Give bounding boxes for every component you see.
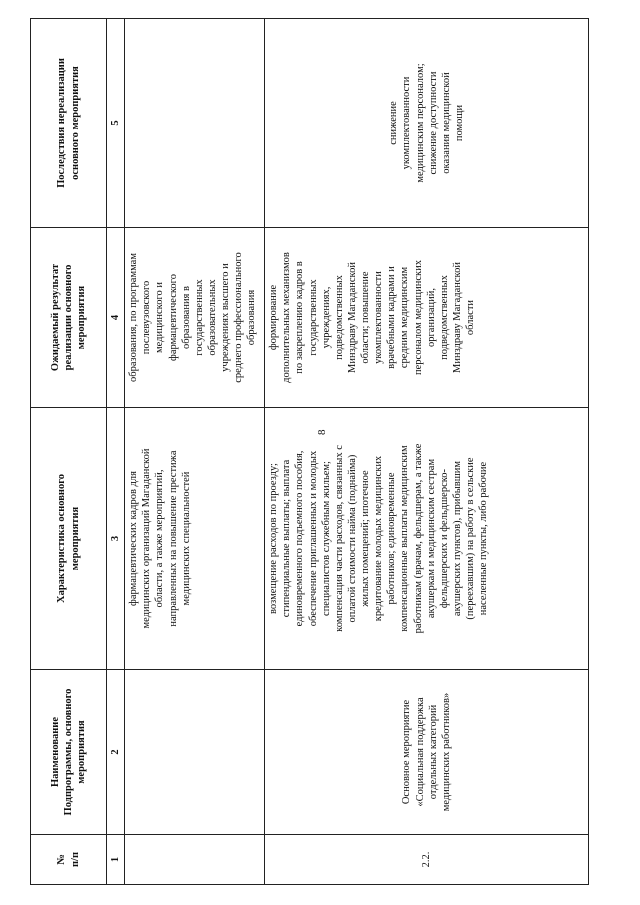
- column-number: 5: [107, 19, 125, 228]
- row-number: 2.2.: [265, 835, 589, 885]
- table-row: [265, 19, 589, 885]
- header-number: № п/п: [31, 835, 107, 885]
- header-result: Ожидаемый результат реализации основного мероприятия: [31, 228, 107, 408]
- row-name: [125, 670, 265, 835]
- header-characteristic: Характеристика основного мероприятия: [31, 408, 107, 670]
- row-consequence: снижение укомплектованности медицинским персоналом; снижение доступности оказания медицинской помощи: [265, 19, 589, 228]
- row-characteristic: возмещение расходов по проезду; стипендиальные выплаты; выплата единовременного подъемного пособия, обеспечение приглашенных и молодых специалистов служебным жильем; компенсация части расходов, связанных с оплатой стоимости найма (поднайма) жилых помещений; ипотечное кредитование молодых медицинских работников; единовременные компенсационные выплаты медицинским работникам (врачам, фельдшерам, а также акушеркам и медицинским сестрам фельдшерских и фельдшерско- акушерских пунктов), прибывшим (переехавшим) на работу в сельские населенные пункты, либо рабочие: [265, 408, 589, 670]
- row-characteristic: фармацевтических кадров для медицинских организаций Магаданской области, а также мероприятий, направленных на повышение престижа медицинских специальностей: [125, 408, 265, 670]
- table-row: [125, 19, 265, 885]
- column-number: 1: [107, 835, 125, 885]
- header-consequence: Последствия нереализации основного мероприятия: [31, 19, 107, 228]
- row-name: Основное мероприятие «Социальная поддержка отдельных категорий медицинских работников»: [265, 670, 589, 835]
- column-number: 3: [107, 408, 125, 670]
- header-name: Наименование Подпрограммы, основного мероприятия: [31, 670, 107, 835]
- row-number: [125, 835, 265, 885]
- row-result: формирование дополнительных механизмов по закреплению кадров в государственных учреждениях, подведомственных Минздраву Магаданской области; повышение укомплектованности врачебными кадрами и средним медицинским персоналом медицинских организаций, подведомственных Минздраву Магаданской области: [265, 228, 589, 408]
- row-result: образования, по программам послевузовского медицинского и фармацевтического образования в государственных образовательных учреждениях высшего и среднего профессионального образования: [125, 228, 265, 408]
- column-number: 4: [107, 228, 125, 408]
- page-number: 8: [316, 429, 328, 435]
- header-row: [31, 19, 107, 885]
- activities-table: [30, 18, 589, 885]
- column-number-row: [107, 19, 125, 885]
- column-number: 2: [107, 670, 125, 835]
- row-consequence: [125, 19, 265, 228]
